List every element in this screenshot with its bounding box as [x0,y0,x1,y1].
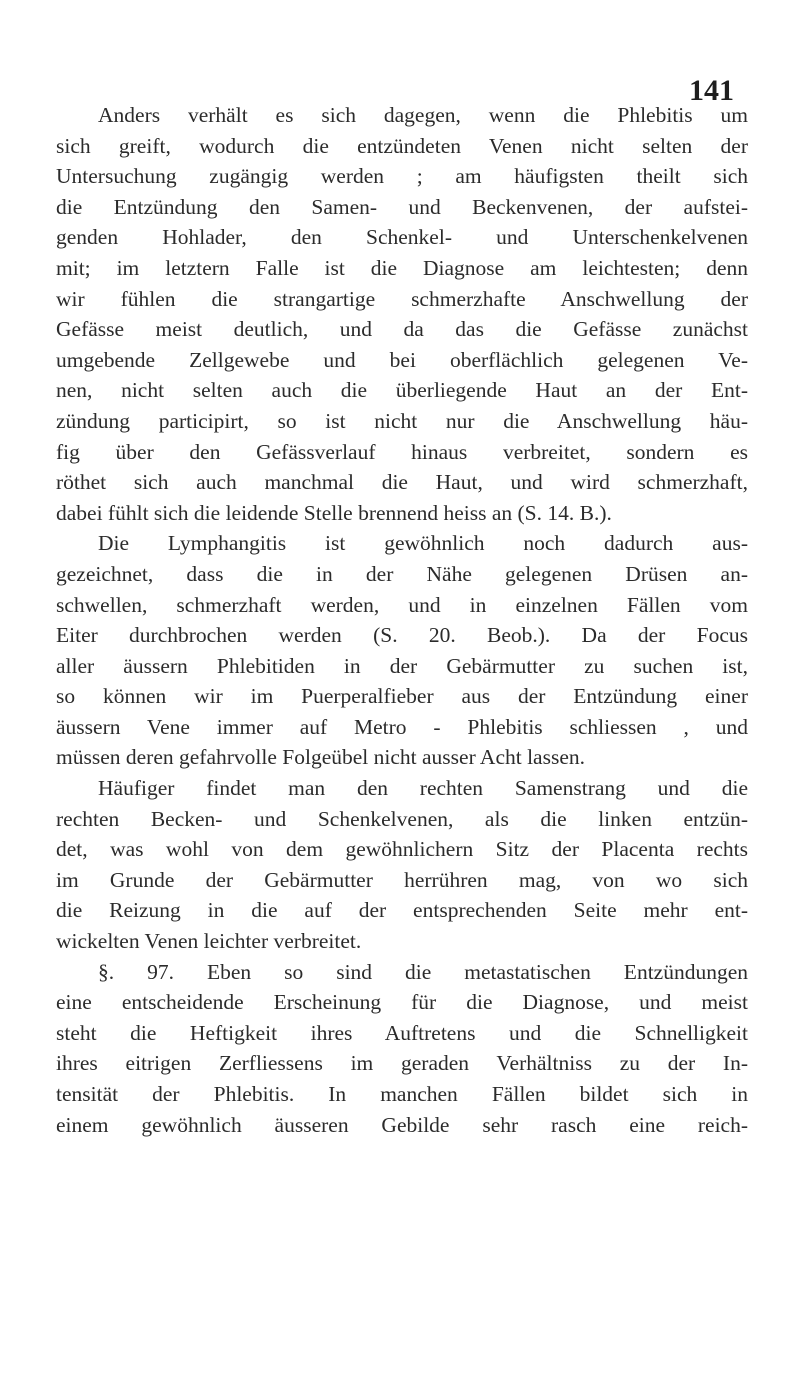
text-line: Die Lymphangitis ist gewöhnlich noch dadurch aus- [98,531,748,556]
text-line: rechten Becken- und Schenkelvenen, als die linken entzün- [56,806,748,831]
text-line: im Grunde der Gebärmutter herrühren mag, von wo sich [56,867,748,892]
text-line: tensität der Phlebitis. In manchen Fällen bildet sich in [56,1082,748,1106]
text-line: sich greift, wodurch die entzündeten Venen nicht selten der [56,133,748,158]
text-line: Gefässe meist deutlich, und da das die Gefässe zunächst [56,317,748,342]
page-number: 141 [689,74,734,107]
paragraph-2 [56,528,748,773]
text-line: aller äussern Phlebitiden in der Gebärmutter zu suchen ist, [56,653,748,678]
text-line: mit; im letztern Falle ist die Diagnose am leichtesten; denn [56,255,748,280]
text-line: fig über den Gefässverlauf hinaus verbreitet, sondern es [56,439,748,464]
paragraph-1 [56,100,748,528]
paragraph-4 [56,957,748,1141]
text-line: röthet sich auch manchmal die Haut, und wird schmerzhaft, [56,470,748,495]
text-line: Untersuchung zugängig werden ; am häufigsten theilt sich [56,164,748,189]
text-line: §. 97. Eben so sind die metastatischen Entzündungen [98,959,748,984]
text-line: die Entzündung den Samen- und Beckenvenen, der aufstei- [56,194,748,219]
text-line: zündung participirt, so ist nicht nur die Anschwellung häu- [56,408,748,433]
paragraph-3 [56,773,748,957]
text-line: einem gewöhnlich äusseren Gebilde sehr rasch eine reich- [56,1112,748,1137]
body-text [56,100,748,1140]
text-line: wir fühlen die strangartige schmerzhafte Anschwellung der [56,286,748,311]
text-line: ihres eitrigen Zerfliessens im geraden Verhältniss zu der In- [56,1051,748,1076]
text-line: die Reizung in die auf der entsprechenden Seite mehr ent- [56,898,748,923]
text-line: so können wir im Puerperalfieber aus der Entzündung einer [56,684,748,709]
text-line: müssen deren gefahrvolle Folgeübel nicht ausser Acht lassen. [56,745,585,770]
text-line: wickelten Venen leichter verbreitet. [56,929,362,954]
text-line: Anders verhält es sich dagegen, wenn die Phlebitis um [98,103,748,127]
text-line: umgebende Zellgewebe und bei oberflächlich gelegenen Ve- [56,347,748,372]
text-line: Häufiger findet man den rechten Samenstrang und die [98,776,748,801]
text-line: dabei fühlt sich die leidende Stelle brennend heiss an (S. 14. B.). [56,500,612,525]
text-line: steht die Heftigkeit ihres Auftretens und die Schnelligkeit [56,1020,748,1045]
text-line: äussern Vene immer auf Metro - Phlebitis schliessen , und [56,714,748,739]
text-line: det, was wohl von dem gewöhnlichern Sitz der Placenta rechts [56,837,748,862]
text-line: Eiter durchbrochen werden (S. 20. Beob.). Da der Focus [56,623,748,648]
text-line: genden Hohlader, den Schenkel- und Unterschenkelvenen [56,225,748,250]
text-line: gezeichnet, dass die in der Nähe gelegenen Drüsen an- [56,561,748,586]
text-line: eine entscheidende Erscheinung für die Diagnose, und meist [56,990,748,1015]
text-line: nen, nicht selten auch die überliegende Haut an der Ent- [56,378,748,403]
text-line: schwellen, schmerzhaft werden, und in einzelnen Fällen vom [56,592,748,617]
